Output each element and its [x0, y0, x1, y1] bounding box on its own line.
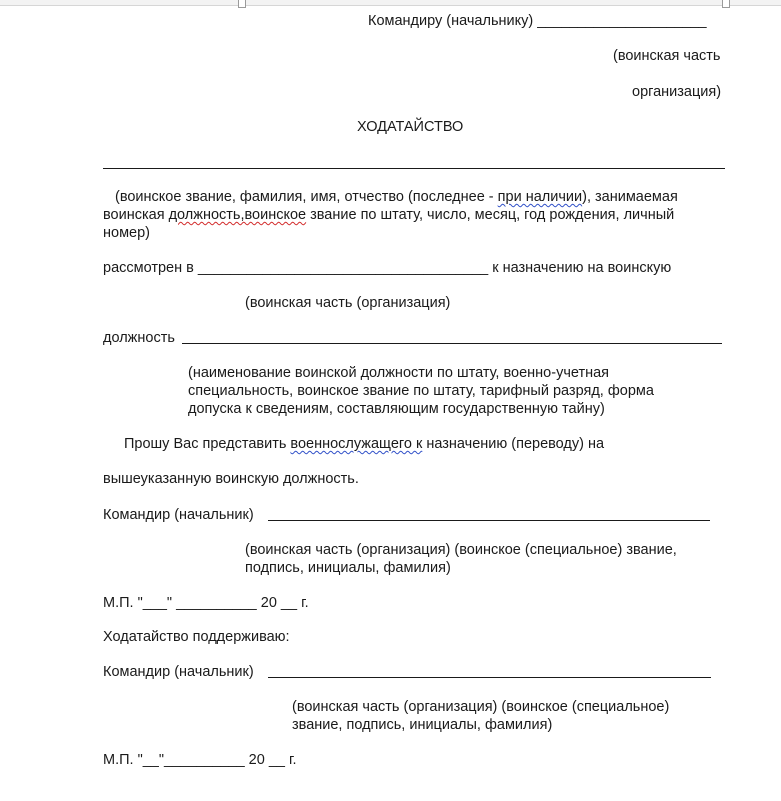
stamp-date-2: М.П. "__"__________ 20 __ г.	[103, 752, 297, 768]
header-unit-caption: (воинская часть	[613, 48, 721, 64]
document-title: ХОДАТАЙСТВО	[357, 119, 464, 135]
request-line-2: вышеуказанную воинскую должность.	[103, 471, 359, 487]
ruler	[0, 0, 781, 6]
header-organization-caption: организация)	[632, 84, 722, 100]
considered-caption: (воинская часть (организация)	[245, 295, 451, 311]
supported-label: Ходатайство поддерживаю:	[103, 629, 290, 645]
spellcheck-blue-1: при наличии	[497, 189, 583, 205]
commander-sign-label-2: Командир (начальник)	[103, 664, 254, 680]
position-label: должность	[103, 330, 175, 346]
position-fill-line[interactable]	[182, 343, 722, 344]
ruler-right-margin-marker[interactable]	[722, 0, 730, 8]
stamp-date-1: М.П. "___" __________ 20 __ г.	[103, 595, 309, 611]
spellcheck-red-1: должность,воинское	[168, 207, 307, 223]
commander-sign-label: Командир (начальник)	[103, 507, 254, 523]
commander-sign-fill-line[interactable]	[268, 520, 710, 521]
header-commander-line: Командиру (начальнику) _____________________	[368, 13, 707, 29]
position-caption: (наименование воинской должности по штату, военно-учетная специальность, воинское звание по штату, тарифный разряд, форма допуска к сведениям, составляющим государственную тайну)	[188, 365, 654, 417]
ruler-indent-marker[interactable]	[238, 0, 246, 8]
commander-sign-caption: (воинская часть (организация) (воинское (специальное) звание, подпись, инициалы, фамилия)	[245, 542, 677, 576]
name-caption: (воинское звание, фамилия, имя, отчество (последнее - при наличии), занимаемая воинская должность,воинское звание по штату, число, месяц, год рождения, личный номер)	[103, 189, 678, 241]
request-line: Прошу Вас представить военнослужащего к назначению (переводу) на	[124, 436, 605, 452]
name-fill-line[interactable]	[103, 168, 725, 169]
commander-sign-fill-line-2[interactable]	[268, 677, 711, 678]
considered-line: рассмотрен в ____________________________________ к назначению на воинскую	[103, 260, 672, 276]
spellcheck-blue-2: военнослужащего к	[290, 436, 423, 452]
commander-sign-caption-2: (воинская часть (организация) (воинское (специальное) звание, подпись, инициалы, фамилия)	[292, 699, 670, 733]
